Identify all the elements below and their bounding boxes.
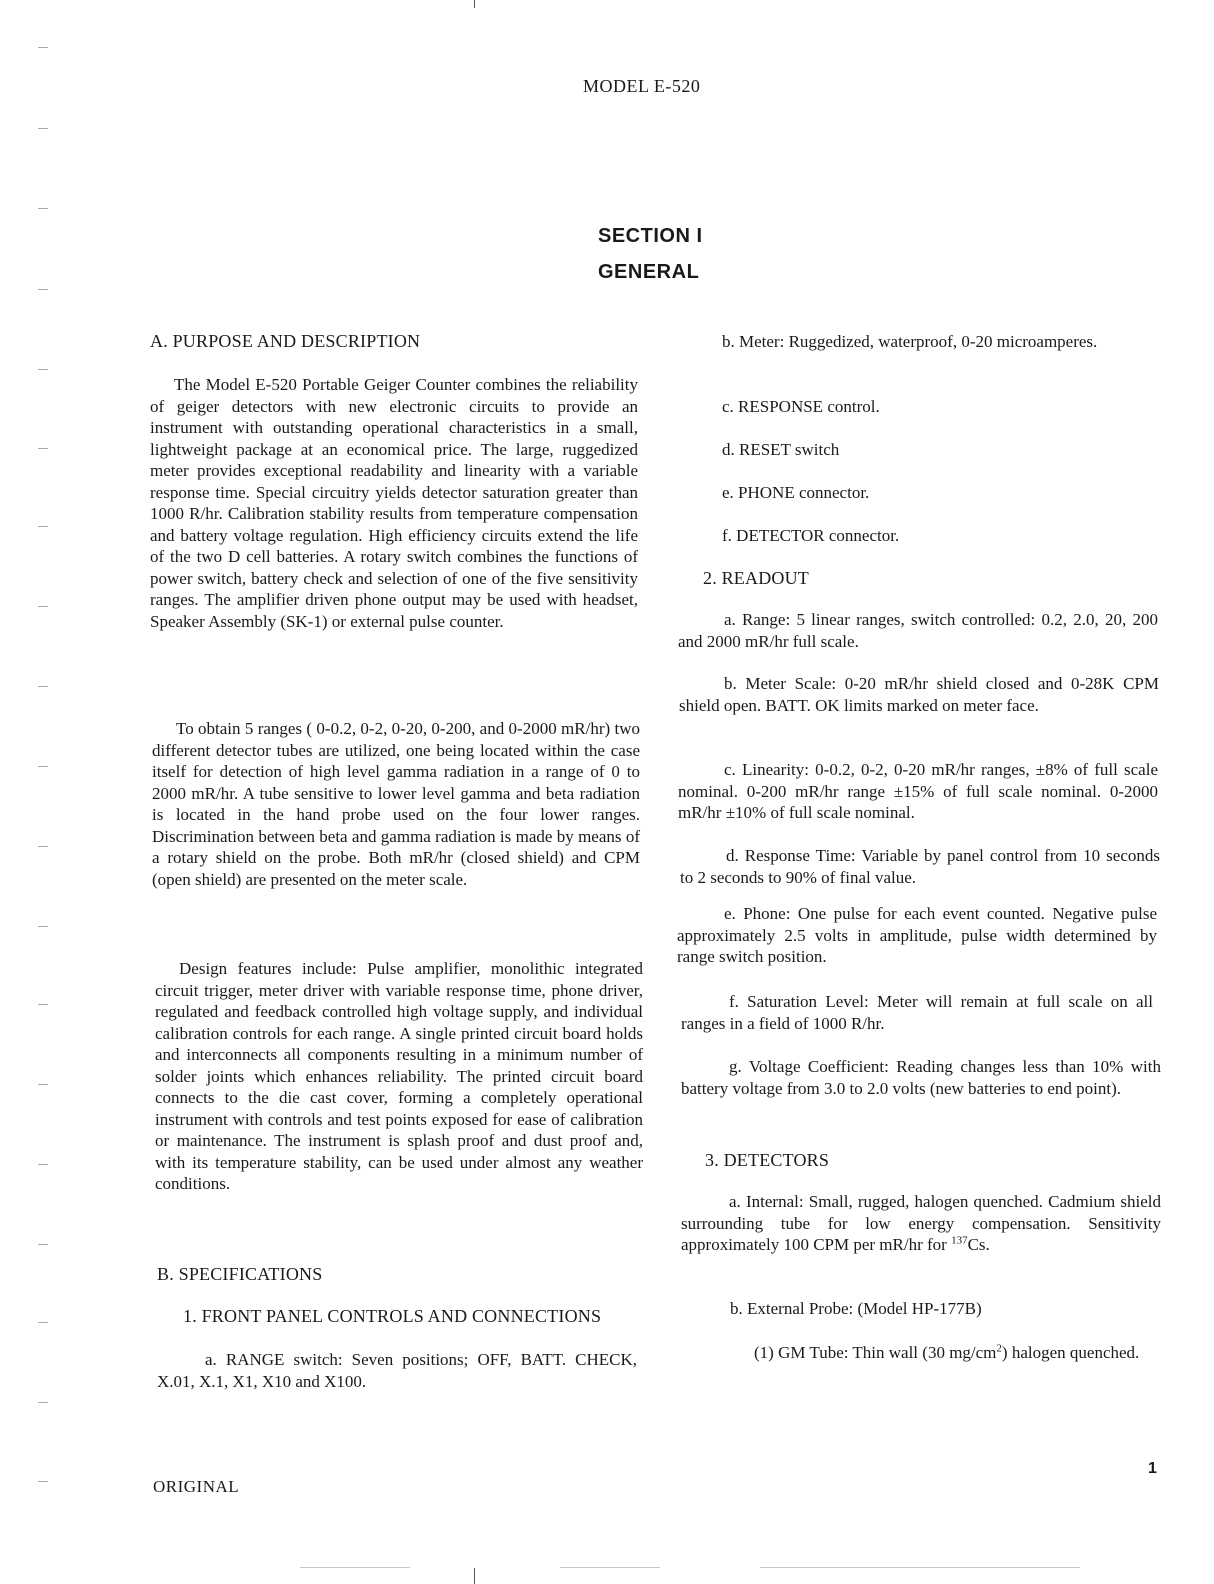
section-title: GENERAL <box>598 261 700 283</box>
spec-reset-text: d. RESET switch <box>722 440 840 459</box>
spec-response <box>722 396 1202 418</box>
spec-response-time <box>680 845 1160 888</box>
spec-response-text: c. RESPONSE control. <box>722 397 880 416</box>
scan-mark-bottom <box>474 1568 475 1584</box>
paragraph-design <box>155 958 643 1195</box>
model-header: MODEL E-520 <box>583 76 701 96</box>
isotope-symbol: Cs. <box>967 1235 990 1254</box>
spec-phone-connector-text: e. PHONE connector. <box>722 483 870 502</box>
spec-external-probe-text: b. External Probe: (Model HP-177B) <box>730 1299 982 1318</box>
spec-voltage-coefficient <box>681 1056 1161 1099</box>
margin-tick <box>38 1244 48 1245</box>
heading-readout-text: 2. READOUT <box>703 568 809 588</box>
margin-tick <box>38 1164 48 1165</box>
scan-mark-top <box>474 0 475 8</box>
spec-range-text: a. Range: 5 linear ranges, switch controlled: 0.2, 2.0, 20, 200 and 2000 mR/hr full scale. <box>678 610 1158 651</box>
heading-purpose-text: A. PURPOSE AND DESCRIPTION <box>150 331 421 351</box>
margin-tick <box>38 448 48 449</box>
heading-front-panel-text: 1. FRONT PANEL CONTROLS AND CONNECTIONS <box>183 1306 602 1326</box>
heading-detectors-text: 3. DETECTORS <box>705 1150 830 1170</box>
spec-range <box>678 609 1158 652</box>
spec-meter-text: b. Meter: Ruggedized, waterproof, 0-20 microamperes. <box>722 332 1098 351</box>
spec-voltage-coefficient-text: g. Voltage Coefficient: Reading changes less than 10% with battery voltage from 3.0 to 2.0 volts (new batteries to end point). <box>681 1057 1161 1098</box>
scan-line <box>560 1567 660 1568</box>
margin-tick <box>38 526 48 527</box>
spec-meter-scale-text: b. Meter Scale: 0-20 mR/hr shield closed and 0-28K CPM shield open. BATT. OK limits marked on meter face. <box>679 674 1159 715</box>
spec-gm-tube-text: (1) GM Tube: Thin wall (30 mg/cm <box>754 1343 997 1362</box>
heading-readout <box>703 568 1183 590</box>
heading-purpose <box>150 331 638 353</box>
margin-tick <box>38 1084 48 1085</box>
spec-phone-connector <box>722 482 1202 504</box>
spec-meter-scale <box>679 673 1159 716</box>
spec-detector-connector <box>722 525 1202 547</box>
spec-phone <box>677 903 1157 968</box>
spec-reset <box>722 439 1202 461</box>
spec-saturation-text: f. Saturation Level: Meter will remain at full scale on all ranges in a field of 1000 R/hr. <box>681 992 1153 1033</box>
margin-tick <box>38 208 48 209</box>
section-number: SECTION I <box>598 225 703 247</box>
spec-meter <box>676 331 1156 353</box>
spec-external-probe <box>730 1298 1210 1320</box>
spec-detector-connector-text: f. DETECTOR connector. <box>722 526 900 545</box>
margin-tick <box>38 369 48 370</box>
isotope-mass-number: 137 <box>951 1234 968 1247</box>
margin-tick <box>38 686 48 687</box>
heading-specifications-text: B. SPECIFICATIONS <box>157 1264 323 1284</box>
paragraph-ranges-text: To obtain 5 ranges ( 0-0.2, 0-2, 0-20, 0-200, and 0-2000 mR/hr) two different detector tubes are utilized, one being located within the case itself for detection of high level gamma radiation in a range of 0 to 2000 mR/hr. A tube sensitive to lower level gamma and beta radiation is located in the hand probe used on the four lower ranges. Discrimination between beta and gamma radiation is made by means of a rotary shield on the probe. Both mR/hr (closed shield) and CPM (open shield) are presented on the meter scale. <box>152 719 640 889</box>
spec-phone-text: e. Phone: One pulse for each event counted. Negative pulse approximately 2.5 volts in amplitude, pulse width determined by range switch position. <box>677 904 1157 966</box>
heading-front-panel <box>183 1306 671 1328</box>
spec-range-switch-text: a. RANGE switch: Seven positions; OFF, BATT. CHECK, X.01, X.1, X1, X10 and X100. <box>157 1350 637 1391</box>
paragraph-design-text: Design features include: Pulse amplifier, monolithic integrated circuit trigger, meter driver with variable response time, phone driver, regulated and feedback controlled high voltage supply, and individual calibration controls for each range. A single printed circuit board holds and interconnects all components resulting in a minimum number of solder joints which enhances reliability. The printed circuit board connects to the die cast cover, forming a completely operational instrument with controls and test points exposed for ease of calibration or maintenance. The instrument is splash proof and dust proof and, with its temperature stability, can be used under almost any weather conditions. <box>155 959 643 1193</box>
margin-tick <box>38 289 48 290</box>
margin-tick <box>38 1322 48 1323</box>
spec-linearity <box>678 759 1158 824</box>
heading-detectors <box>705 1150 1185 1172</box>
spec-range-switch <box>157 1349 637 1392</box>
spec-saturation <box>681 991 1153 1034</box>
paragraph-ranges <box>152 718 640 890</box>
margin-tick <box>38 766 48 767</box>
spec-internal-detector-text: a. Internal: Small, rugged, halogen quenched. Cadmium shield surrounding tube for low energy compensation. Sensitivity approximately 100 CPM per mR/hr for <box>681 1192 1161 1254</box>
margin-tick <box>38 47 48 48</box>
paragraph-description-text: The Model E-520 Portable Geiger Counter combines the reliability of geiger detectors with new electronic circuits to provide an instrument with outstanding operational characteristics in a small, lightweight package at an economical price. The large, ruggedized meter provides exceptional readability and linearity with a variable response time. Special circuitry yields detector saturation greater than 1000 R/hr. Calibration stability results from temperature compensation and battery voltage regulation. High efficiency circuits extend the life of the two D cell batteries. A rotary switch combines the functions of power switch, battery check and selection of one of the five sensitivity ranges. The amplifier driven phone output may be used with headset, Speaker Assembly (SK-1) or external pulse counter. <box>150 375 638 631</box>
margin-tick <box>38 1402 48 1403</box>
footer-original-label: ORIGINAL <box>153 1477 240 1496</box>
spec-linearity-text: c. Linearity: 0-0.2, 0-2, 0-20 mR/hr ranges, ±8% of full scale nominal. 0-200 mR/hr range ±15% of full scale nominal. 0-2000 mR/hr ±10% of full scale nominal. <box>678 760 1158 822</box>
spec-internal-detector <box>681 1191 1161 1256</box>
margin-tick <box>38 1481 48 1482</box>
margin-tick <box>38 1004 48 1005</box>
spec-gm-tube <box>684 1342 1158 1364</box>
scan-line <box>300 1567 410 1568</box>
spec-response-time-text: d. Response Time: Variable by panel control from 10 seconds to 2 seconds to 90% of final value. <box>680 846 1160 887</box>
margin-tick <box>38 128 48 129</box>
heading-specifications <box>157 1264 645 1286</box>
spec-gm-tube-text-end: ) halogen quenched. <box>1001 1343 1140 1362</box>
margin-tick <box>38 926 48 927</box>
margin-tick <box>38 846 48 847</box>
page-number: 1 <box>1148 1460 1157 1477</box>
unit-exponent: 2 <box>996 1342 1002 1355</box>
scan-line <box>760 1567 1080 1568</box>
margin-tick <box>38 606 48 607</box>
paragraph-description <box>150 374 638 632</box>
